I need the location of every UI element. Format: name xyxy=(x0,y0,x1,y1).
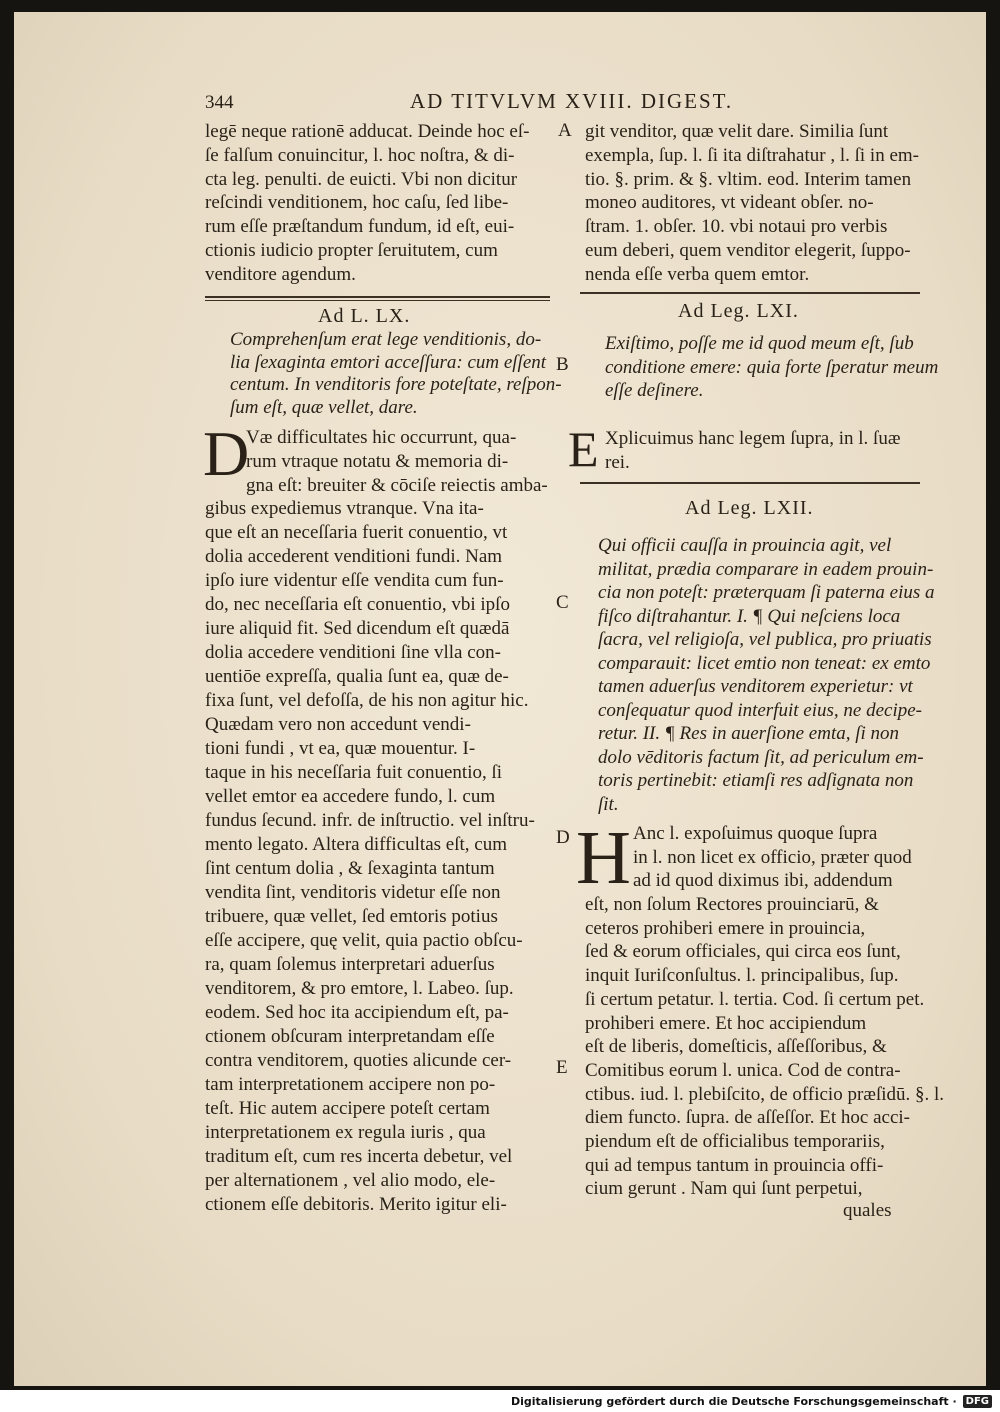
law-line: centum. In venditoris fore poteſtate, reſpon- xyxy=(230,374,562,395)
law-line: Comprehenſum erat lege venditionis, do- xyxy=(230,329,542,350)
text-line: cium gerunt . Nam qui ſunt perpetui, xyxy=(585,1178,863,1200)
section-rule-thin xyxy=(205,300,550,301)
law-line: lia ſexaginta emtori acceſſura: cum eſſent xyxy=(230,351,547,373)
text-line: per alternationem , vel alio modo, ele- xyxy=(205,1170,496,1192)
margin-letter-d: D xyxy=(556,827,570,848)
text-line: venditore agendum. xyxy=(205,263,356,285)
drop-cap: H xyxy=(576,816,631,900)
text-line: traditum eſt, cum res incerta debetur, vel xyxy=(205,1146,513,1168)
text-line: eodem. Sed hoc ita accipiendum eſt, pa- xyxy=(205,1002,509,1024)
text-line: eſſe accipere, quę velit, quia pactio obſcu- xyxy=(205,930,523,952)
law-line: conditione emere: quia forte ſperatur meum xyxy=(605,356,939,378)
text-line: legē neque rationē adducat. Deinde hoc eſ- xyxy=(205,121,530,142)
text-line: ſe falſum conuincitur, l. hoc noſtra, & di- xyxy=(205,144,515,166)
text-line: tioni fundi , vt ea, quæ mouentur. I- xyxy=(205,738,476,760)
drop-cap: E xyxy=(568,421,599,477)
law-line: comparauit: licet emtio non teneat: ex emto xyxy=(598,652,931,674)
margin-letter-b: B xyxy=(556,354,569,375)
law-line: toris pertinebit: etiamſi res adſignata non xyxy=(598,770,914,791)
digitization-credit-bar xyxy=(0,1390,1000,1412)
running-title: AD TITVLVM XVIII. DIGEST. xyxy=(410,89,734,113)
text-line: ctionis iudicio propter ſeruitutem, cum xyxy=(205,240,498,261)
law-line: tamen aduerſus venditorem experietur: vt xyxy=(598,676,913,697)
law-line: Qui officii cauſſa in prouincia agit, vel xyxy=(598,535,892,556)
text-line: tam interpretationem accipere non po- xyxy=(205,1074,496,1096)
law-line: militat, prædia comparare in eadem prouin- xyxy=(598,558,934,580)
text-line: venditorem, & pro emtore, l. Labeo. ſup. xyxy=(205,978,514,1000)
text-line: fixa ſunt, vel defoſſa, de his non agitur hic. xyxy=(205,690,529,712)
credit-text: Digitalisierung gefördert durch die Deutsche Forschungsgemeinschaft · xyxy=(510,1394,957,1408)
text-line: Anc l. expoſuimus quoque ſupra xyxy=(633,823,878,844)
text-line: vendita ſint, venditoris videtur eſſe non xyxy=(205,882,501,904)
text-line: ra, quam ſolemus interpretari aduerſus xyxy=(205,954,495,976)
section-heading-lxi: Ad Leg. LXI. xyxy=(678,300,799,322)
text-line: diem functo. ſupra. de aſſeſſor. Et hoc acci- xyxy=(585,1107,910,1129)
law-line: ſacra, vel religioſa, vel publica, pro priuatis xyxy=(598,629,932,650)
law-line: retur. II. ¶ Res in auerſione emta, ſi non xyxy=(598,723,900,744)
law-line: conſequatur quod interfuit eius, ne decipe- xyxy=(598,699,922,721)
margin-letter-c: C xyxy=(556,592,569,613)
margin-letter-e: E xyxy=(556,1057,568,1078)
section-rule xyxy=(205,296,550,298)
page-number: 344 xyxy=(205,92,234,113)
text-line: ctionem obſcuram interpretandam eſſe xyxy=(205,1026,495,1048)
drop-cap: D xyxy=(203,418,250,489)
text-line: ipſo iure videntur eſſe vendita cum fun- xyxy=(205,570,504,592)
text-line: interpretationem ex regula iuris , qua xyxy=(205,1122,486,1144)
margin-letter-a: A xyxy=(558,120,572,141)
text-line: do, nec neceſſaria eſt conuentio, vbi ipſo xyxy=(205,594,510,616)
text-line: ſi certum petatur. l. tertia. Cod. ſi certum pet. xyxy=(585,988,925,1010)
text-line: iure aliquid fit. Sed dicendum eſt quædā xyxy=(205,618,510,640)
text-line: fundus ſecund. infr. de inſtructio. vel inſtru- xyxy=(205,810,535,832)
text-line: rum vtraque notatu & memoria di- xyxy=(246,450,509,472)
text-line: dolia accederent venditioni fundi. Nam xyxy=(205,546,503,568)
text-line: Væ difficultates hic occurrunt, qua- xyxy=(246,427,517,448)
law-line: cia non poteſt: præterquam ſi paterna eius a xyxy=(598,582,935,603)
text-line: ſtram. 1. obſer. 10. vbi notaui pro verbis xyxy=(585,216,888,238)
text-line: teſt. Hic autem accipere poteſt certam xyxy=(205,1098,490,1120)
text-line: gibus expediemus vtranque. Vna ita- xyxy=(205,498,484,520)
text-line: gna eſt: breuiter & cōciſe reiectis amba- xyxy=(246,474,548,496)
text-line: in l. non licet ex officio, præter quod xyxy=(633,846,912,868)
text-line: que eſt an neceſſaria fuerit conuentio, vt xyxy=(205,522,508,544)
catchword: quales xyxy=(843,1200,892,1221)
text-line: reſcindi venditionem, hoc caſu, ſed libe- xyxy=(205,192,509,214)
text-line: eſt, non ſolum Rectores prouinciarū, & xyxy=(585,894,879,915)
text-line: vellet emtor ea accedere fundo, l. cum xyxy=(205,786,496,808)
text-line: contra venditorem, quoties alicunde cer- xyxy=(205,1050,512,1072)
text-line: Comitibus eorum l. unica. Cod de contra- xyxy=(585,1059,901,1081)
text-line: eum deberi, quem venditor elegerit, ſuppo- xyxy=(585,240,911,261)
law-line: ſit. xyxy=(598,793,619,815)
text-line: ctionem eſſe debitoris. Merito igitur eli- xyxy=(205,1194,507,1216)
text-line: rum eſſe præſtandum fundum, id eſt, eui- xyxy=(205,216,515,238)
text-line: piendum eſt de officialibus temporariis, xyxy=(585,1131,885,1152)
section-heading-lx: Ad L. LX. xyxy=(318,305,411,327)
text-line: nenda eſſe verba quem emtor. xyxy=(585,263,810,285)
law-line: fiſco diſtrahantur. I. ¶ Qui neſciens loca xyxy=(598,605,901,627)
text-line: Xplicuimus hanc legem ſupra, in l. ſuæ xyxy=(605,428,901,449)
law-line: eſſe deſinere. xyxy=(605,380,704,401)
dfg-logo: DFG xyxy=(963,1395,992,1408)
law-line: Exiſtimo, poſſe me id quod meum eſt, ſub xyxy=(605,333,914,354)
text-line: prohiberi emere. Et hoc accipiendum xyxy=(585,1012,867,1034)
text-line: tribuere, quæ vellet, ſed emtoris potius xyxy=(205,906,498,928)
text-line: taque in his neceſſaria fuit conuentio, ſi xyxy=(205,762,503,784)
section-rule xyxy=(580,292,920,294)
text-line: uentiōe expreſſa, qualia ſunt ea, quæ de- xyxy=(205,666,509,688)
text-line: mento legato. Altera difficultas eſt, cum xyxy=(205,834,507,856)
text-line: ſed & eorum officiales, qui circa eos ſunt, xyxy=(585,941,901,963)
text-line: moneo auditores, vt videant obſer. no- xyxy=(585,192,874,214)
text-line: tio. §. prim. & §. vltim. eod. Interim tamen xyxy=(585,168,912,190)
text-line: exempla, ſup. l. ſi ita diſtrahatur , l. ſi in em- xyxy=(585,144,920,166)
section-heading-lxii: Ad Leg. LXII. xyxy=(685,497,814,519)
text-line: rei. xyxy=(605,451,630,473)
text-line: qui ad tempus tantum in prouincia offi- xyxy=(585,1154,884,1176)
law-line: ſum eſt, quæ vellet, dare. xyxy=(230,396,418,418)
text-line: ctibus. iud. l. plebiſcito, de officio præſidū. §. l. xyxy=(585,1083,945,1105)
text-line: ceteros prohiberi emere in prouincia, xyxy=(585,917,866,939)
text-line: inquit Iuriſconſultus. l. principalibus, ſup. xyxy=(585,965,899,987)
text-line: cta leg. penulti. de euicti. Vbi non dicitur xyxy=(205,168,518,190)
text-line: ad id quod diximus ibi, addendum xyxy=(633,870,893,892)
text-line: git venditor, quæ velit dare. Similia ſunt xyxy=(585,121,889,142)
text-line: eſt de liberis, domeſticis, aſſeſſoribus, & xyxy=(585,1036,887,1058)
text-line: dolia accedere venditioni ſine vlla con- xyxy=(205,642,501,664)
section-rule xyxy=(580,482,920,484)
text-line: Quædam vero non accedunt vendi- xyxy=(205,714,471,736)
law-line: dolo vēditoris factum ſit, ad periculum em- xyxy=(598,746,924,768)
text-line: ſint centum dolia , & ſexaginta tantum xyxy=(205,858,495,880)
